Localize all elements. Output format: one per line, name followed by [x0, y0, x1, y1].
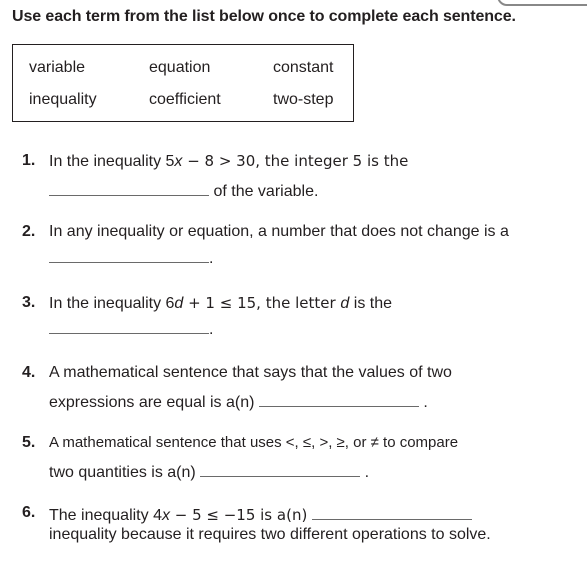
question-text: The inequality 4x − 5 ≤ −15 is a(n) [49, 504, 472, 525]
question-number: 2. [22, 223, 36, 240]
instructions: Use each term from the list below once to complete each sentence. [12, 8, 516, 25]
term-constant: constant [273, 59, 334, 76]
page-corner-tab [497, 0, 587, 6]
question-text: A mathematical sentence that uses <, ≤, >, ≥, or ≠ to compare [49, 434, 459, 451]
term-two-step: two-step [273, 91, 334, 108]
answer-blank[interactable] [49, 247, 209, 263]
answer-blank[interactable] [49, 318, 209, 334]
answer-blank[interactable] [49, 180, 209, 196]
question-text: In any inequality or equation, a number that does not change is a [49, 223, 509, 240]
question-text: In the inequality 5x − 8 > 30, the integer 5 is the [49, 152, 409, 170]
question-text-continued: expressions are equal is a(n) [49, 394, 255, 411]
question-number: 4. [22, 364, 36, 381]
term-list-box [12, 44, 354, 122]
term-variable: variable [29, 59, 86, 76]
term-coefficient: coefficient [149, 91, 221, 108]
answer-blank[interactable] [200, 461, 360, 477]
term-equation: equation [149, 59, 211, 76]
question-text: In the inequality 6d + 1 ≤ 15, the letter d is the [49, 294, 393, 312]
question-number: 5. [22, 434, 36, 451]
question-number: 3. [22, 294, 36, 311]
question-text-continued: two quantities is a(n) [49, 464, 196, 481]
answer-blank[interactable] [259, 391, 419, 407]
question-text-continued: of the variable. [213, 183, 319, 200]
question-text: A mathematical sentence that says that the values of two [49, 364, 452, 381]
term-inequality: inequality [29, 91, 97, 108]
question-number: 1. [22, 152, 36, 169]
question-text-continued: inequality because it requires two different operations to solve. [49, 526, 491, 543]
question-number: 6. [22, 504, 36, 521]
answer-blank[interactable] [312, 504, 472, 520]
